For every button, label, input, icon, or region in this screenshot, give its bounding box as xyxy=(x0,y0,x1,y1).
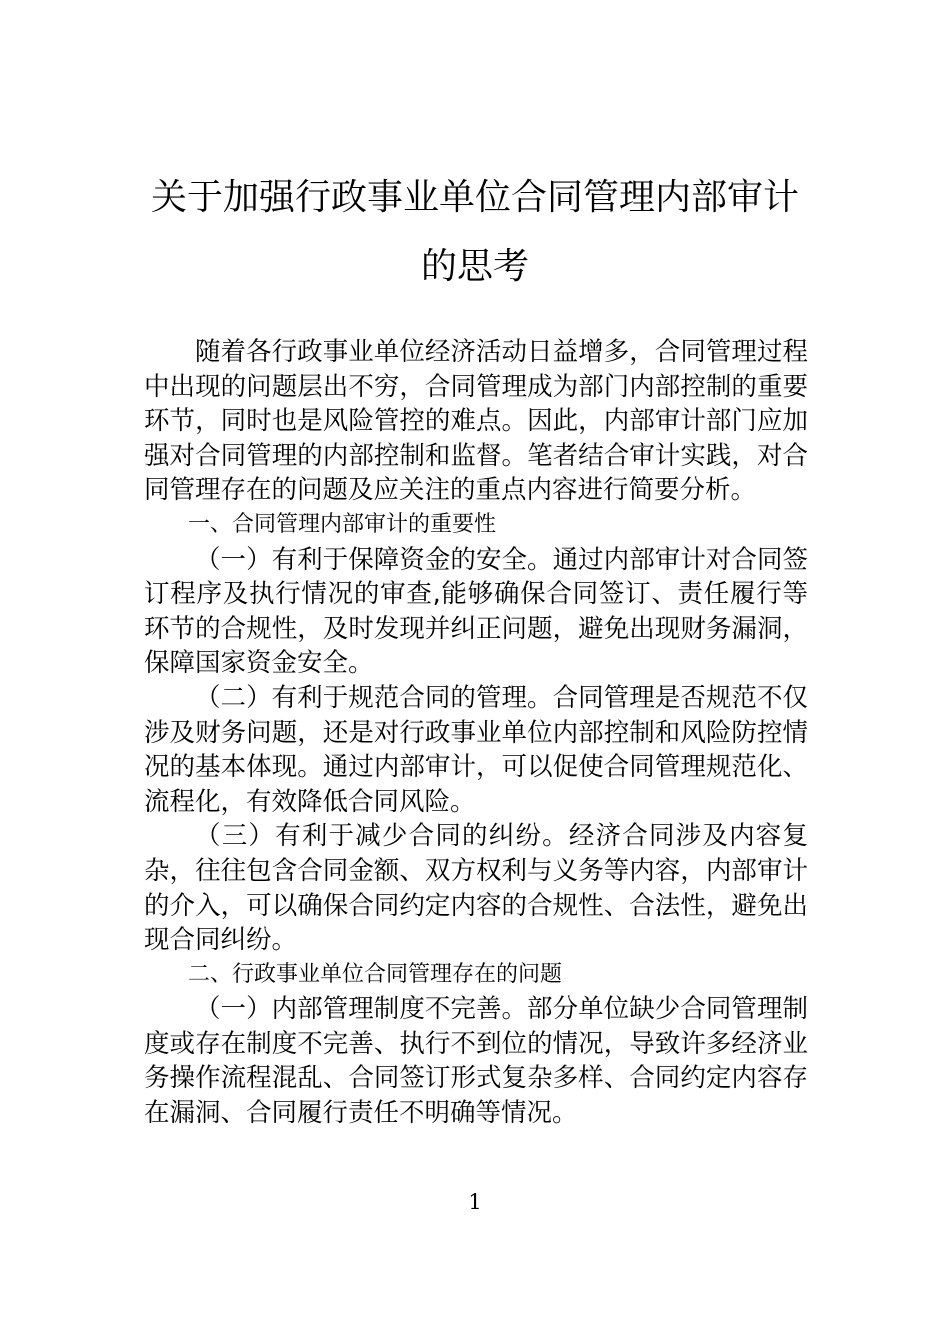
intro-paragraph: 随着各行政事业单位经济活动日益增多，合同管理过程中出现的问题层出不穷，合同管理成为部门内部控制的重要环节，同时也是风险管控的难点。因此，内部审计部门应加强对合同管理的内部控制和监督。笔者结合审计实践，对合同管理存在的问题及应关注的重点内容进行简要分析。 xyxy=(144,337,808,506)
section-1-heading: 一、合同管理内部审计的重要性 xyxy=(188,511,497,537)
document-body xyxy=(144,335,808,1131)
document-title-line-1: 关于加强行政事业单位合同管理内部审计 xyxy=(150,177,799,218)
document-title-line-2: 的思考 xyxy=(420,246,529,287)
section-1-paragraph-2: （二）有利于规范合同的管理。合同管理是否规范不仅涉及财务问题，还是对行政事业单位内部控制和风险防控情况的基本体现。通过内部审计，可以促使合同管理规范化、流程化，有效降低合同风险。 xyxy=(144,682,808,817)
section-2-heading: 二、行政事业单位合同管理存在的问题 xyxy=(188,961,563,987)
page-number: 1 xyxy=(468,1190,482,1214)
section-1-paragraph-1: （一）有利于保障资金的安全。通过内部审计对合同签订程序及执行情况的审查,能够确保合同签订、责任履行等环节的合规性，及时发现并纠正问题，避免出现财务漏洞，保障国家资金安全。 xyxy=(144,544,808,679)
section-2-paragraph-1: （一）内部管理制度不完善。部分单位缺少合同管理制度或存在制度不完善、执行不到位的情况，导致许多经济业务操作流程混乱、合同签订形式复杂多样、合同约定内容存在漏洞、合同履行责任不明确等情况。 xyxy=(144,994,808,1129)
section-1-paragraph-3: （三）有利于减少合同的纠纷。经济合同涉及内容复杂，往往包含合同金额、双方权利与义务等内容，内部审计的介入，可以确保合同约定内容的合规性、合法性，避免出现合同纠纷。 xyxy=(144,821,808,956)
